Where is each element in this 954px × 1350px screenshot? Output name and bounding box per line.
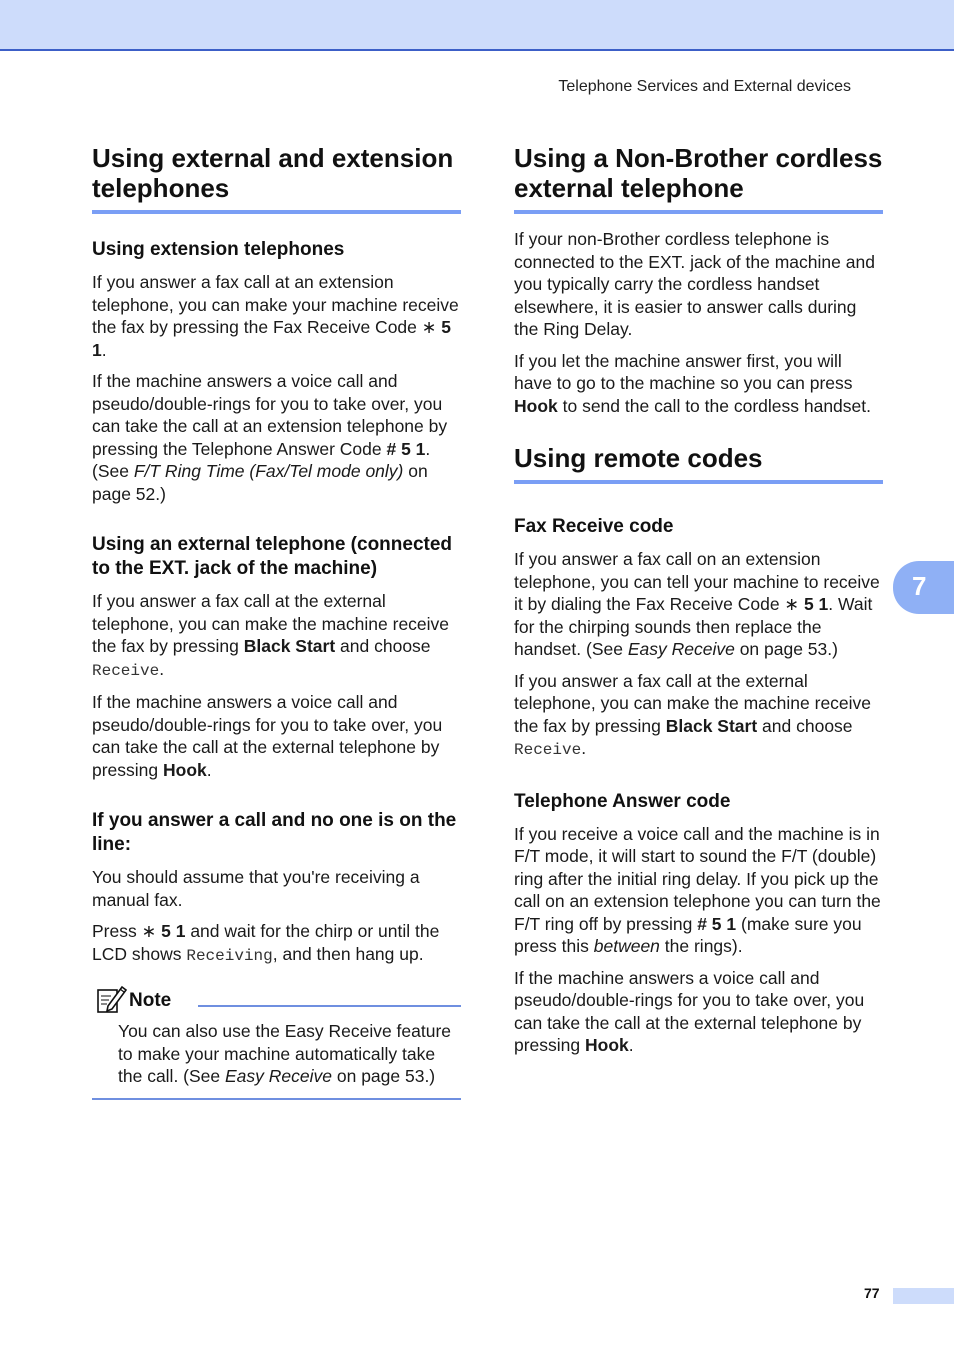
section-title-remote-codes: Using remote codes xyxy=(514,443,883,484)
cross-reference: Easy Receive xyxy=(627,639,735,659)
paragraph: If you answer a fax call on an extension telephone, you can tell your machine to receive it by dialing the Fax Receive Code ∗ 5 1. Wait for the chirping sounds then replace the handset. (See Easy Receive on page 53.) xyxy=(514,549,880,659)
note-text: You can also use the Easy Receive feature to make your machine automatically take the call. (See Easy Receive on page 53.) xyxy=(118,1021,452,1086)
section-title-cordless: Using a Non-Brother cordless external telephone xyxy=(514,143,883,214)
paragraph: If the machine answers a voice call and pseudo/double-rings for you to take over, you can take the call at the external telephone by pressing Hook. xyxy=(92,692,443,780)
lcd-option: Receive xyxy=(514,741,582,759)
section-title-external-extension: Using external and extension telephones xyxy=(92,143,461,214)
subheading-extension-telephones: Using extension telephones xyxy=(92,239,345,260)
paragraph: If you answer a fax call at an extension telephone, you can make your machine receive the fax by pressing the Fax Receive Code ∗ 5 1. xyxy=(92,272,459,360)
paragraph: If you answer a fax call at the external telephone, you can make the machine receive the fax by pressing Black Start and choose Receive. xyxy=(92,591,450,680)
page-number-bar xyxy=(893,1288,954,1304)
paragraph: Press ∗ 5 1 and wait for the chirp or until the LCD shows Receiving, and then hang up. xyxy=(92,921,440,965)
right-column xyxy=(514,143,883,1057)
note-body xyxy=(92,1020,461,1088)
left-column xyxy=(92,143,461,1100)
note-title: Note xyxy=(129,990,172,1011)
note-pencil-icon xyxy=(95,984,127,1014)
lcd-option: Receive xyxy=(92,661,160,680)
cross-reference: Easy Receive xyxy=(225,1066,332,1086)
header-band xyxy=(0,0,954,51)
divider xyxy=(198,1005,461,1007)
divider xyxy=(92,1098,461,1100)
subheading-telephone-answer-code: Telephone Answer code xyxy=(514,790,731,812)
cross-reference: F/T Ring Time (Fax/Tel mode only) xyxy=(133,461,404,481)
paragraph: If the machine answers a voice call and pseudo/double-rings for you to take over, you can take the call at an extension telephone by pressing the Telephone Answer Code # 5 1. (See F/T Ring Time (Fax/Tel mode only) on page 52.) xyxy=(92,371,448,504)
subheading-external-telephone: Using an external telephone (connected to the EXT. jack of the machine) xyxy=(92,534,453,579)
chapter-number: 7 xyxy=(912,571,927,601)
subheading-no-one-on-line: If you answer a call and no one is on the line: xyxy=(92,810,457,855)
note-header xyxy=(92,984,461,1014)
lcd-message: Receiving xyxy=(186,946,273,965)
running-header: Telephone Services and External devices xyxy=(558,78,851,95)
paragraph: If your non-Brother cordless telephone is connected to the EXT. jack of the machine and you typically carry the cordless handset elsewhere, it is easier to answer calls during the Ring Delay. xyxy=(514,229,875,339)
paragraph: You should assume that you're receiving a manual fax. xyxy=(92,867,420,910)
paragraph: If the machine answers a voice call and pseudo/double-rings for you to take over, you can take the call at the external telephone by pressing Hook. xyxy=(514,967,865,1055)
paragraph: If you receive a voice call and the machine is in F/T mode, it will start to sound the F/T (double) ring after the initial ring delay. If you pick up the call on an extension telephone you can turn the F/T ring off by pressing # 5 1 (make sure you press this between the rings). xyxy=(514,823,881,956)
page-number: 77 xyxy=(864,1285,880,1301)
chapter-tab xyxy=(893,561,954,614)
paragraph: If you let the machine answer first, you will have to go to the machine so you can press Hook to send the call to the cordless handset. xyxy=(514,350,871,416)
paragraph: If you answer a fax call at the external telephone, you can make the machine receive the fax by pressing Black Start and choose Receive. xyxy=(514,670,872,759)
subheading-fax-receive-code: Fax Receive code xyxy=(514,516,674,537)
